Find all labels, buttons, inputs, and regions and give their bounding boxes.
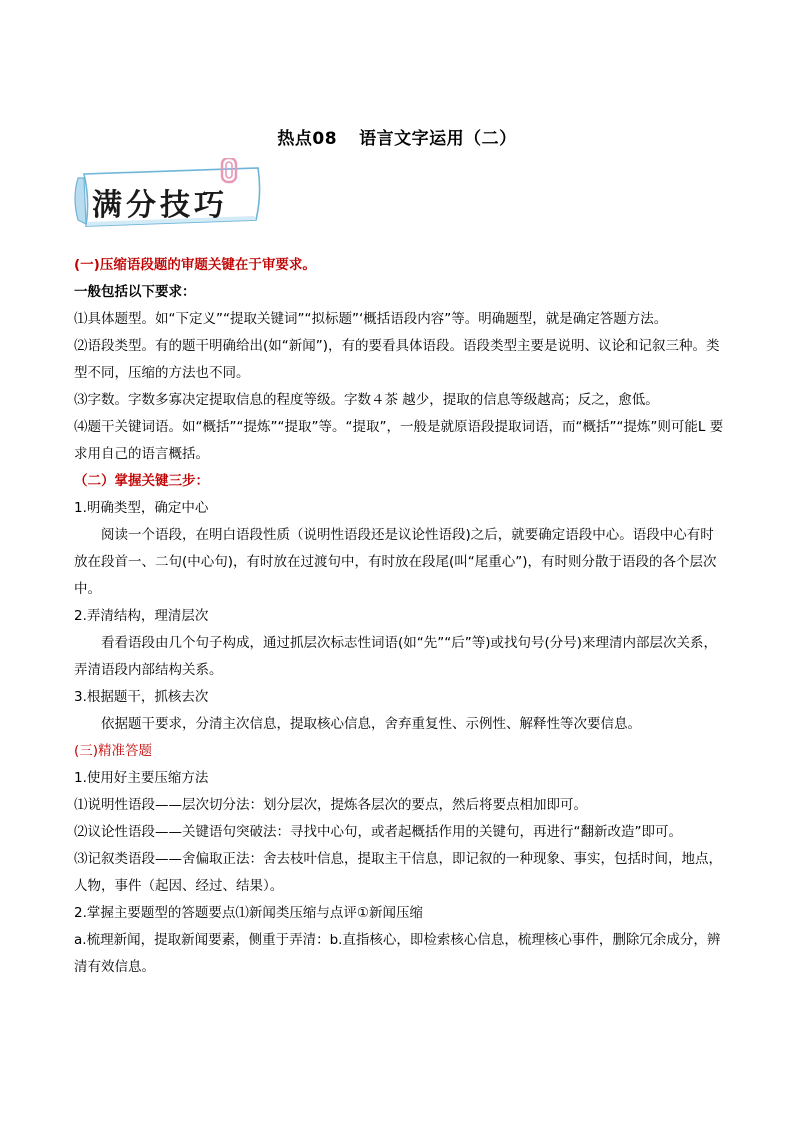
title-left: 热点08 xyxy=(277,129,338,149)
section3-item2-body: a.梳理新闻，提取新闻要素，侧重于弄清：b.直指核心，即检索核心信息，梳理核心事件，删除冗余成分，辨清有效信息。 xyxy=(74,932,721,975)
section3-method-2: ⑵议论性语段——关键语句突破法：寻找中心句，或者起概括作用的关键句，再进行“翻新改造”即可。 xyxy=(74,824,682,840)
section1-heading: (一)压缩语段题的审题关键在于审要求。 xyxy=(74,257,316,273)
section1-item-4: ⑷题干关键词语。如“概括”“提炼”“提取”等。“提取”，一般是就原语段提取词语，而“概括”“提炼”则可能L 要求用自己的语言概括。 xyxy=(74,419,724,462)
section1-item-3: ⑶字数。字数多寡决定提取信息的程度等级。字数４茶 越少，提取的信息等级越高；反之，愈低。 xyxy=(74,392,659,408)
section2-step2: 2.弄清结构，理清层次 xyxy=(74,608,209,624)
content-body xyxy=(74,252,724,981)
section3-item2: 2.掌握主要题型的答题要点⑴新闻类压缩与点评①新闻压缩 xyxy=(74,905,423,921)
section2-step1: 1.明确类型，确定中心 xyxy=(74,500,209,516)
section3-method-1: ⑴说明性语段——层次切分法：划分层次，提炼各层次的要点，然后将要点相加即可。 xyxy=(74,797,587,813)
section3-item1: 1.使用好主要压缩方法 xyxy=(74,770,209,786)
section1-intro: 一般包括以下要求： xyxy=(74,284,196,300)
section3-method-3: ⑶记叙类语段——舍偏取正法：舍去枝叶信息，提取主干信息，即记叙的一种现象、事实，包括时间，地点，人物，事件（起因、经过、结果）。 xyxy=(74,851,722,894)
section2-heading: （二）掌握关键三步： xyxy=(74,473,209,489)
section2-step3: 3.根据题干，抓核去次 xyxy=(74,689,209,705)
section2-step3-body: 依据题干要求，分清主次信息，提取核心信息，舍弃重复性、示例性、解释性等次要信息。 xyxy=(101,716,641,732)
page-title xyxy=(0,124,794,149)
section2-step2-body: 看看语段由几个句子构成，通过抓层次标志性词语(如“先”“后”等)或找句号(分号)来理清内部层次关系，弄清语段内部结构关系。 xyxy=(74,635,718,678)
title-right: 语言文字运用（二） xyxy=(359,129,517,149)
section1-item-2: ⑵语段类型。有的题干明确给出(如“新闻”)，有的要看具体语段。语段类型主要是说明、议论和记叙三种。类型不同，压缩的方法也不同。 xyxy=(74,338,720,381)
banner-label: 满分技巧 xyxy=(92,188,228,223)
banner xyxy=(70,158,266,238)
section3-heading: (三)精准答题 xyxy=(74,743,153,759)
section2-step1-body: 阅读一个语段，在明白语段性质（说明性语段还是议论性语段)之后，就要确定语段中心。语段中心有时放在段首一、二句(中心句)，有时放在过渡句中，有时放在段尾(叫“尾重心”)，有时则分散于语段的各个层次中。 xyxy=(74,527,717,597)
section1-item-1: ⑴具体题型。如“下定义”“提取关键词”“拟标题”‘概括语段内容”等。明确题型，就是确定答题方法。 xyxy=(74,311,668,327)
